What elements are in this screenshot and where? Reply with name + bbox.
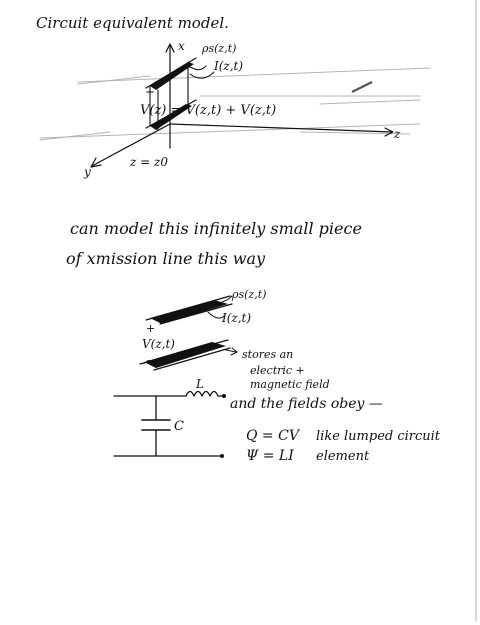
minus-sign-2: −: [146, 354, 156, 367]
bottom-terminal: [220, 454, 224, 458]
y-axis-label: y: [84, 165, 91, 179]
z-axis-label: z: [394, 127, 401, 141]
voltage-equation: V(z) = V(z,t) + V(z,t): [140, 103, 277, 118]
lumped-note-line-2: element: [316, 449, 370, 464]
body-text-line-2: of xmission line this way: [66, 249, 266, 268]
stores-text-line-1: stores an: [242, 348, 294, 361]
plus-sign-2: +: [146, 322, 156, 335]
stores-text-line-2: electric +: [250, 364, 305, 377]
charge-label-2: ρs(z,t): [232, 288, 267, 301]
equation-flux: Ψ = LI: [246, 448, 294, 464]
page-title: Circuit equivalent model.: [36, 14, 229, 32]
inductor-label: L: [196, 377, 204, 391]
body-text-line-1: can model this infinitely small piece: [70, 219, 362, 238]
x-axis-label: x: [178, 39, 185, 53]
equation-charge: Q = CV: [246, 428, 299, 444]
voltage-label-2: V(z,t): [142, 337, 175, 351]
charge-label-1: ρs(z,t): [202, 42, 237, 55]
z-position-label: z = z0: [130, 155, 168, 169]
current-label-2: I(z,t): [222, 311, 252, 325]
top-terminal: [222, 394, 226, 398]
current-label-1: I(z,t): [214, 59, 244, 73]
lumped-note-line-1: like lumped circuit: [316, 429, 441, 444]
voltage-plus-1: +: [145, 85, 156, 99]
fields-obey-text: and the fields obey —: [230, 396, 383, 412]
capacitor-label: C: [174, 419, 184, 434]
stores-text-line-3: magnetic field: [250, 378, 330, 391]
